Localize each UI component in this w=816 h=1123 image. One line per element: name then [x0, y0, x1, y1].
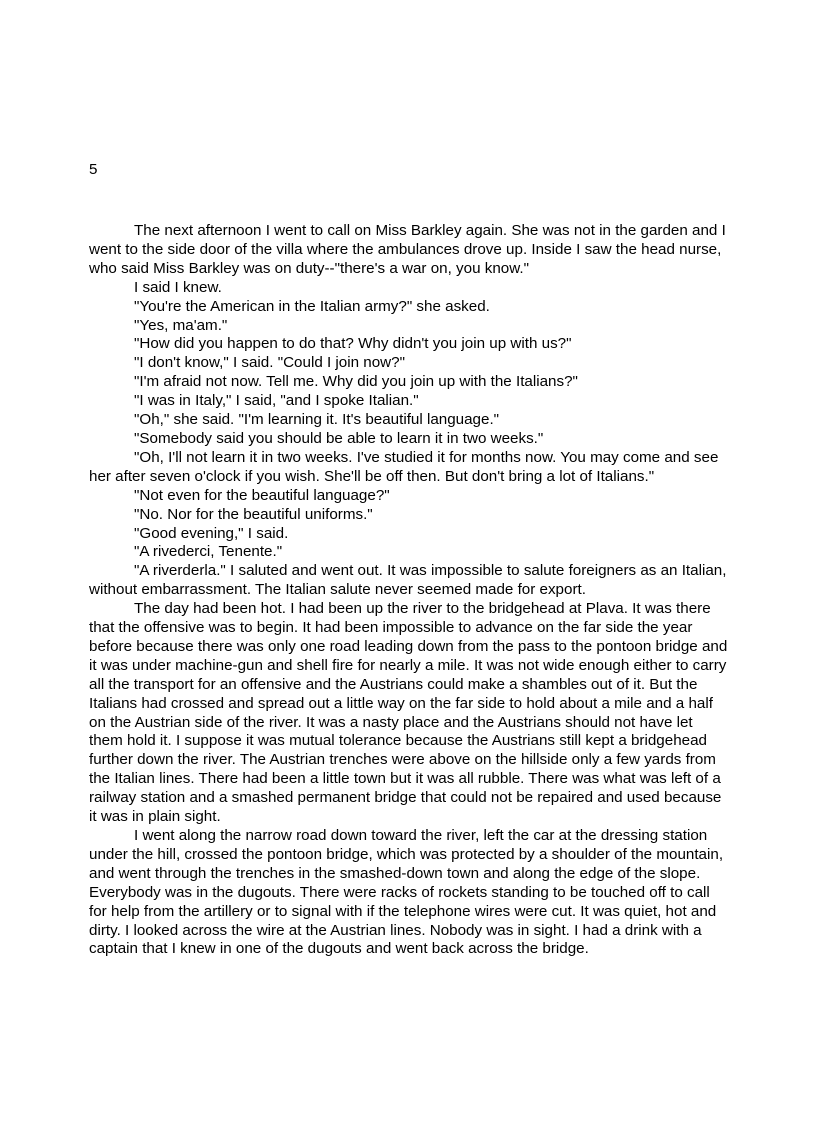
paragraph: "A riverderla." I saluted and went out. It was impossible to salute foreigners as an Italian, without embarrassment. The Italian salute never seemed made for export. [89, 562, 727, 599]
paragraph: "No. Nor for the beautiful uniforms." [134, 505, 373, 523]
paragraph: "Oh, I'll not learn it in two weeks. I've studied it for months now. You may come and see her after seven o'clock if you wish. She'll be off then. But don't bring a lot of Italians." [89, 448, 719, 485]
paragraph: "How did you happen to do that? Why didn't you join up with us?" [134, 335, 572, 353]
paragraph: "Oh," she said. "I'm learning it. It's beautiful language." [134, 411, 500, 429]
paragraph: The day had been hot. I had been up the river to the bridgehead at Plava. It was there that the offensive was to begin. It had been impossible to advance on the far side the year before because there was only one road leading down from the pass to the pontoon bridge and it was under machine-gun and shell fire for nearly a mile. It was not wide enough either to carry all the transport for an offensive and the Austrians could make a shambles out of it. But the Italians had crossed and spread out a little way on the far side to hold about a mile and a half on the Austrian side of the river. It was a nasty place and the Austrians should not have let them hold it. I suppose it was mutual tolerance because the Austrians still kept a bridgehead further down the river. The Austrian trenches were above on the hillside only a few yards from the Italian lines. There had been a little town but it was all rubble. There was what was left of a railway station and a smashed permanent bridge that could not be repaired and used because it was in plain sight. [89, 600, 728, 826]
paragraph: "I'm afraid not now. Tell me. Why did you join up with the Italians?" [134, 373, 578, 391]
paragraph: "You're the American in the Italian army?" she asked. [134, 297, 490, 315]
chapter-number: 5 [89, 161, 98, 178]
paragraph: "I don't know," I said. "Could I join now?" [134, 354, 405, 372]
paragraph: "Somebody said you should be able to learn it in two weeks." [134, 429, 544, 447]
paragraph: I went along the narrow road down toward the river, left the car at the dressing station under the hill, crossed the pontoon bridge, which was protected by a shoulder of the mountain, and went through the trenches in the smashed-down town and along the edge of the slope. Everybody was in the dugouts. There were racks of rockets standing to be touched off to call for help from the artillery or to signal with if the telephone wires were cut. It was quiet, hot and dirty. I looked across the wire at the Austrian lines. Nobody was in sight. I had a drink with a captain that I knew in one of the dugouts and went back across the bridge. [89, 827, 724, 958]
paragraph: "A rivederci, Tenente." [134, 543, 283, 561]
paragraph: "Good evening," I said. [134, 524, 289, 542]
paragraph: "I was in Italy," I said, "and I spoke Italian." [134, 392, 419, 410]
chapter-body [89, 222, 729, 959]
paragraph: The next afternoon I went to call on Miss Barkley again. She was not in the garden and I went to the side door of the villa where the ambulances drove up. Inside I saw the head nurse, who said Miss Barkley was on duty--"there's a war on, you know." [89, 222, 726, 277]
paragraph: "Not even for the beautiful language?" [134, 486, 390, 504]
paragraph: "Yes, ma'am." [134, 316, 228, 334]
paragraph: I said I knew. [134, 278, 222, 296]
